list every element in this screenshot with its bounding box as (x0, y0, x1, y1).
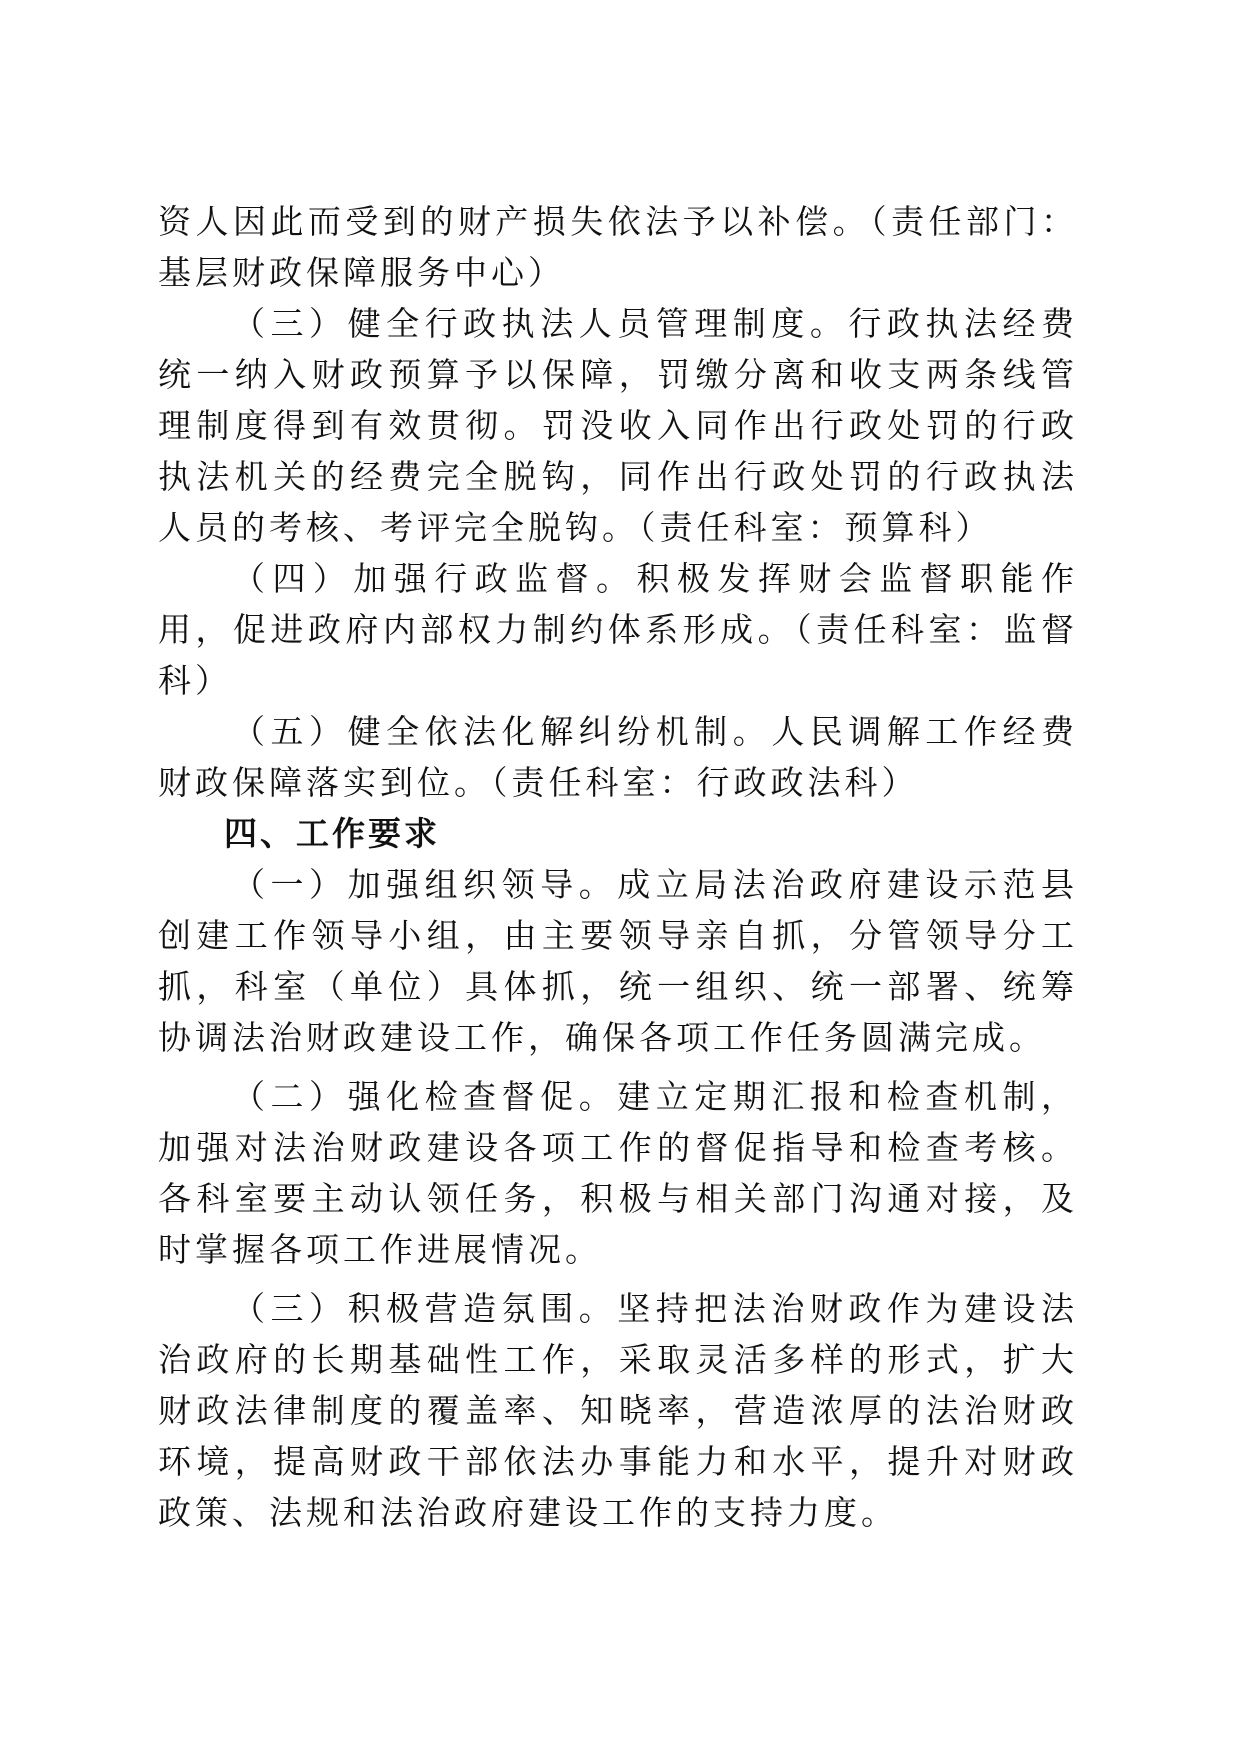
paragraph-create-atmosphere: （三）积极营造氛围。坚持把法治财政作为建设法治政府的长期基础性工作，采取灵活多样的形式，扩大财政法律制度的覆盖率、知晓率，营造浓厚的法治财政环境，提高财政干部依法办事能力和水平，提升对财政政策、法规和法治政府建设工作的支持力度。 (158, 1289, 1078, 1532)
paragraph-law-enforcement-personnel: （三）健全行政执法人员管理制度。行政执法经费统一纳入财政预算予以保障，罚缴分离和收支两条线管理制度得到有效贯彻。罚没收入同作出行政处罚的行政执法机关的经费完全脱钩，同作出行政处罚的行政执法人员的考核、考评完全脱钩。（责任科室：预算科） (158, 304, 1078, 547)
section-heading-work-requirements: 四、工作要求 (224, 814, 440, 853)
paragraph-administrative-supervision: （四）加强行政监督。积极发挥财会监督职能作用，促进政府内部权力制约体系形成。（责任科室：监督科） (158, 559, 1078, 700)
paragraph-continuation: 资人因此而受到的财产损失依法予以补偿。（责任部门：基层财政保障服务中心） (158, 202, 1078, 292)
paragraph-organizational-leadership: （一）加强组织领导。成立局法治政府建设示范县创建工作领导小组，由主要领导亲自抓，分管领导分工抓，科室（单位）具体抓，统一组织、统一部署、统筹协调法治财政建设工作，确保各项工作任务圆满完成。 (158, 865, 1078, 1057)
paragraph-dispute-resolution: （五）健全依法化解纠纷机制。人民调解工作经费财政保障落实到位。（责任科室：行政政法科） (158, 712, 1078, 802)
paragraph-inspection-supervision: （二）强化检查督促。建立定期汇报和检查机制，加强对法治财政建设各项工作的督促指导和检查考核。各科室要主动认领任务，积极与相关部门沟通对接，及时掌握各项工作进展情况。 (158, 1077, 1078, 1269)
document-page (158, 196, 1078, 1538)
